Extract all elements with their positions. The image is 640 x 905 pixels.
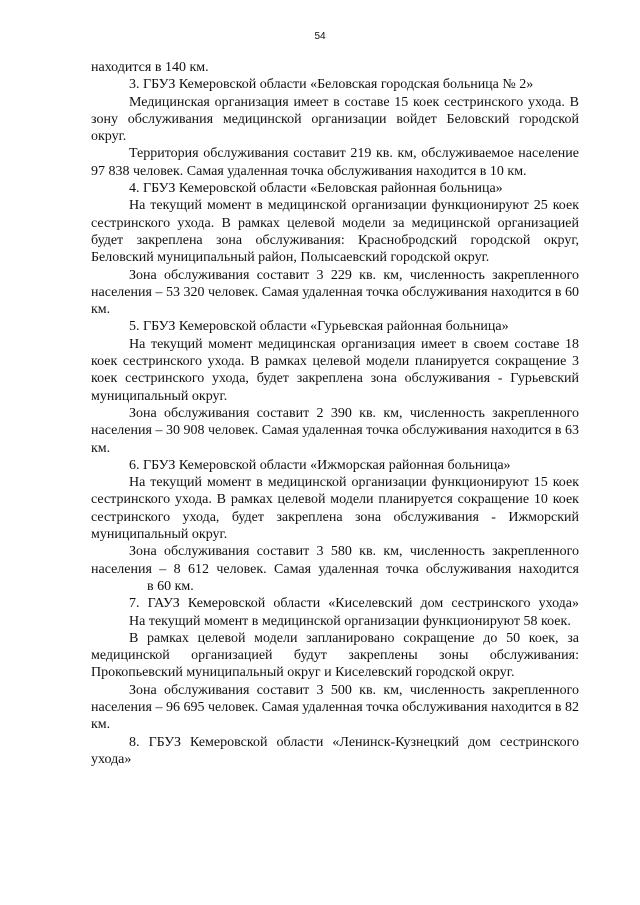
paragraph: Зона обслуживания составит 2 390 кв. км, численность закрепленного населения – 30 908 человек. Самая удаленная точка обслуживания находится в 63 км. <box>91 405 579 456</box>
paragraph: На текущий момент медицинская организация имеет в своем составе 18 коек сестринского ухода. В рамках целевой модели планируется сокращение 3 коек сестринского ухода, будет закреплена зона обслуживания - Гурьевский муниципальный округ. <box>91 336 579 404</box>
section-heading-4: 4. ГБУЗ Кемеровской области «Беловская районная больница» <box>129 181 503 197</box>
section-heading-3: 3. ГБУЗ Кемеровской области «Беловская городская больница № 2» <box>129 77 534 93</box>
page-number: 54 <box>314 31 326 42</box>
paragraph: В рамках целевой модели запланировано сокращение до 50 коек, за медицинской организацией будут закреплены зоны обслуживания: Прокопьевский муниципальный округ и Киселевский городской округ. <box>91 630 579 681</box>
section-heading-7: 7. ГАУЗ Кемеровской области «Киселевский дом сестринского ухода» <box>129 596 579 612</box>
section-heading-6: 6. ГБУЗ Кемеровской области «Ижморская районная больница» <box>129 457 511 473</box>
paragraph: На текущий момент в медицинской организации функционируют 25 коек сестринского ухода. В рамках целевой модели за медицинской организацией будет закреплена зона обслуживания: Краснобродский городской округ, Беловский муниципальный район, Полысаевский городской округ. <box>91 198 579 266</box>
paragraph-text-tail: в 60 км. <box>147 578 194 594</box>
paragraph-text: Зона обслуживания составит 3 580 кв. км, численность закрепленного населения – 8 612 человек. Самая удаленная точка обслуживания находится <box>91 544 579 577</box>
paragraph-continuation: находится в 140 км. <box>91 60 209 75</box>
paragraph: На текущий момент в медицинской организации функционируют 15 коек сестринского ухода. В рамках целевой модели планируется сокращение 10 коек сестринского ухода, будет закреплена зона обслуживания - Ижморский муниципальный округ. <box>91 475 579 543</box>
paragraph: Медицинская организация имеет в составе 15 коек сестринского ухода. В зону обслуживания медицинской организации войдет Беловский городской округ. <box>91 94 579 145</box>
paragraph: Территория обслуживания составит 219 кв. км, обслуживаемое население 97 838 человек. Самая удаленная точка обслуживания находится в 10 км. <box>91 146 579 179</box>
section-heading-5: 5. ГБУЗ Кемеровской области «Гурьевская районная больница» <box>129 319 509 335</box>
paragraph: Зона обслуживания составит 3 229 кв. км, численность закрепленного населения – 53 320 человек. Самая удаленная точка обслуживания находится в 60 км. <box>91 267 579 318</box>
paragraph <box>91 543 579 595</box>
paragraph: Зона обслуживания составит 3 500 кв. км, численность закрепленного населения – 96 695 человек. Самая удаленная точка обслуживания находится в 82 км. <box>91 682 579 733</box>
paragraph: На текущий момент в медицинской организации функционируют 58 коек. <box>129 613 571 629</box>
document-body <box>91 59 579 768</box>
section-heading-8: 8. ГБУЗ Кемеровской области «Ленинск-Кузнецкий дом сестринского ухода» <box>91 734 579 767</box>
